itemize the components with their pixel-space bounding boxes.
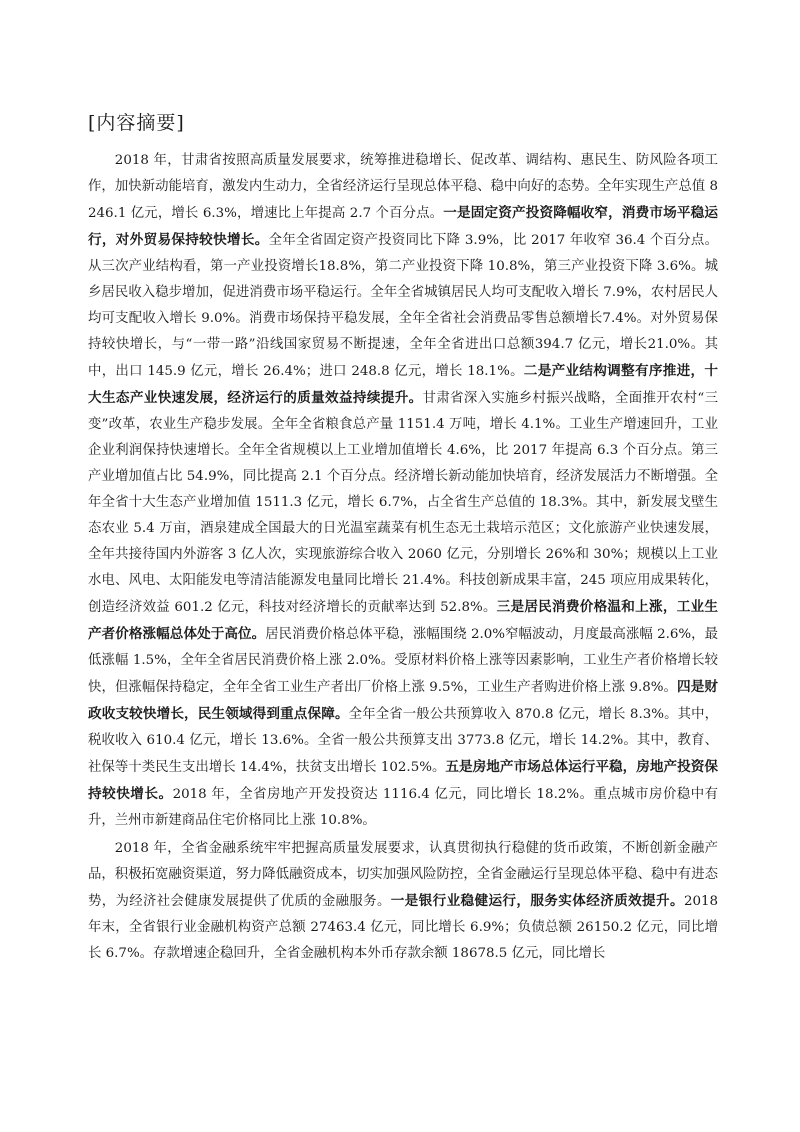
paragraph-finance <box>88 836 718 967</box>
body-text: 全年全省固定资产投资同比下降 3.9%，比 2017 年收窄 36.4 个百分点。从三次产业结构看，第一产业投资增长18.8%，第二产业投资下降 10.8%，第三产业投资下降 3.6%。城乡居民收入稳步增加，促进消费市场平稳运行。全年全省城镇居民人均可支配收入增长 7.9%，农村居民人均可支配收入增长 9.0%。消费市场保持平稳发展，全年全省社会消费品零售总额增长7.4%。对外贸易保持较快增长，与“一带一路”沿线国家贸易不断提速，全年全省进出口总额394.7 亿元，增长21.0%。其中，出口 145.9 亿元，增长 26.4%；进口 248.8 亿元，增长 18.1%。 <box>88 233 718 379</box>
key-point-text: 四是财政收支较快增长，民生领域得到重点保障。 <box>88 679 718 722</box>
key-point-text: 一是固定资产投资降幅收窄，消费市场平稳运行，对外贸易保持较快增长。 <box>88 205 718 248</box>
body-text: 2018 年，甘肃省按照高质量发展要求，统筹推进稳增长、促改革、调结构、惠民生、防风险各项工作，加快新动能培育，激发内生动力，全省经济运行呈现总体平稳、稳中向好的态势。全年实现生产总值 8246.1 亿元，增长 6.3%，增速比上年提高 2.7 个百分点。 <box>88 153 718 221</box>
key-point-text: 五是房地产市场总体运行平稳，房地产投资保持较快增长。 <box>88 759 719 802</box>
key-point-text: 二是产业结构调整有序推进，十大生态产业快速发展，经济运行的质量效益持续提升。 <box>88 363 718 406</box>
body-text: 2018 年，全省金融系统牢牢把握高质量发展要求，认真贯彻执行稳健的货币政策，不断创新金融产品，积极拓宽融资渠道，努力降低融资成本，切实加强风险防控，全省金融运行呈现总体平稳、稳中有进态势，为经济社会健康发展提供了优质的金融服务。 <box>88 841 718 909</box>
body-text: 全年全省一般公共预算收入 870.8 亿元，增长 8.3%。其中，税收收入 610.4 亿元，增长 13.6%。全省一般公共预算支出 3773.8 亿元，增长 14.2%。其中，教育、社保等十类民生支出增长 14.4%，扶贫支出增长 102.5%。 <box>88 707 719 775</box>
body-text: 2018 年末，全省银行业金融机构资产总额 27463.4 亿元，同比增长 6.9%；负债总额 26150.2 亿元，同比增长 6.7%。存款增速企稳回升，全省金融机构本外币存款余额 18678.5 亿元，同比增长 <box>88 894 719 961</box>
body-text: 居民消费价格总体平稳，涨幅围绕 2.0%窄幅波动，月度最高涨幅 2.6%，最低涨幅 1.5%，全年全省居民消费价格上涨 2.0%。受原材料价格上涨等因素影响，工业生产者价格增长较快，但涨幅保持稳定，全年全省工业生产者出厂价格上涨 9.5%，工业生产者购进价格上涨 9.8%。 <box>88 627 718 695</box>
abstract-body <box>88 148 718 967</box>
body-text: 2018 年，全省房地产开发投资达 1116.4 亿元，同比增长 18.2%。重点城市房价稳中有升，兰州市新建商品住宅价格同比上涨 10.8%。 <box>88 787 719 828</box>
body-text: 甘肃省深入实施乡村振兴战略，全面推开农村“三变”改革，农业生产稳步发展。全年全省粮食总产量 1151.4 万吨，增长 4.1%。工业生产增速回升，工业企业利润保持快速增长。全年全省规模以上工业增加值增长 4.6%，比 2017 年提高 6.3 个百分点。第三产业增加值占比 54.9%，同比提高 2.1 个百分点。经济增长新动能加快培育，经济发展活力不断增强。全年全省十大生态产业增加值 1511.3 亿元，增长 6.7%，占全省生产总值的 18.3%。其中，新发展戈壁生态农业 5.4 万亩，酒泉建成全国最大的日光温室蔬菜有机生态无土栽培示范区；文化旅游产业快速发展，全年共接待国内外游客 3 亿人次，实现旅游综合收入 2060 亿元，分别增长 26%和 30%；规模以上工业水电、风电、太阳能发电等清洁能源发电量同比增长 21.4%。科技创新成果丰富，245 项应用成果转化，创造经济效益 601.2 亿元，科技对经济增长的贡献率达到 52.8%。 <box>88 391 718 615</box>
key-point-text: 一是银行业稳健运行，服务实体经济质效提升。 <box>390 893 684 909</box>
key-point-text: 三是居民消费价格温和上涨，工业生产者价格涨幅总体处于高位。 <box>88 599 718 642</box>
abstract-heading: [内容摘要] <box>88 112 185 134</box>
paragraph-economy <box>88 148 718 834</box>
